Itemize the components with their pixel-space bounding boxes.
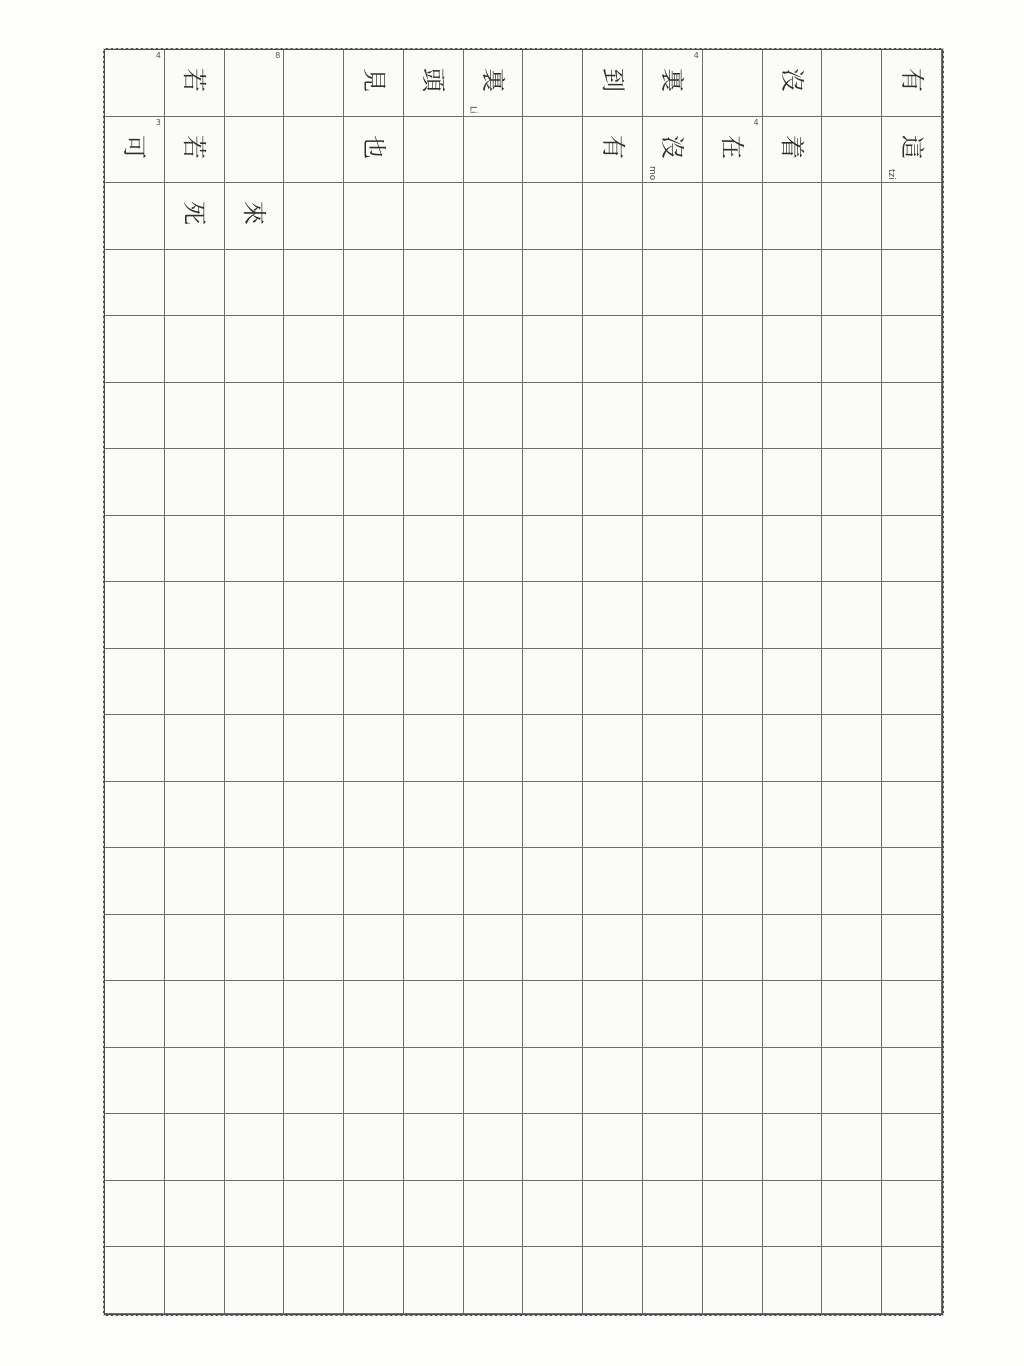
grid-cell <box>344 1114 404 1181</box>
grid-cell <box>882 782 942 849</box>
grid-cell <box>523 117 583 184</box>
grid-cell <box>284 981 344 1048</box>
grid-cell <box>583 649 643 716</box>
grid-cell <box>882 1114 942 1181</box>
character: 頭 <box>419 68 448 93</box>
grid-cell <box>284 915 344 982</box>
grid-cell <box>165 383 225 450</box>
grid-cell <box>464 449 524 516</box>
grid-cell <box>105 1181 165 1248</box>
grid-cell <box>583 981 643 1048</box>
grid-cell <box>225 316 285 383</box>
grid-cell <box>523 383 583 450</box>
grid-cell <box>703 848 763 915</box>
grid-cell <box>165 50 225 117</box>
grid-cell <box>523 516 583 583</box>
grid-cell <box>225 50 285 117</box>
grid-cell <box>284 1247 344 1314</box>
grid-cell <box>284 383 344 450</box>
grid-cell <box>822 649 882 716</box>
grid-cell <box>225 848 285 915</box>
grid-cell <box>703 1247 763 1314</box>
grid-cell <box>464 1181 524 1248</box>
grid-cell <box>464 383 524 450</box>
grid-cell <box>344 117 404 184</box>
grid-cell <box>344 981 404 1048</box>
character-grid <box>105 50 942 1314</box>
grid-cell <box>822 316 882 383</box>
grid-cell <box>643 1247 703 1314</box>
grid-cell <box>344 715 404 782</box>
tone-mark: 4 <box>155 51 161 60</box>
grid-cell <box>763 1247 823 1314</box>
grid-cell <box>404 183 464 250</box>
grid-cell <box>882 316 942 383</box>
grid-cell <box>643 1048 703 1115</box>
grid-cell <box>344 316 404 383</box>
grid-cell <box>882 183 942 250</box>
grid-cell <box>822 915 882 982</box>
grid-cell <box>882 1181 942 1248</box>
grid-cell <box>882 1247 942 1314</box>
grid-cell <box>763 1114 823 1181</box>
grid-cell <box>404 516 464 583</box>
grid-cell <box>464 117 524 184</box>
character: 着 <box>778 134 807 159</box>
grid-cell <box>404 981 464 1048</box>
grid-cell <box>225 582 285 649</box>
grid-cell <box>882 50 942 117</box>
grid-cell <box>822 848 882 915</box>
grid-cell <box>882 649 942 716</box>
tone-mark: 3 <box>155 117 161 127</box>
grid-cell <box>882 117 942 184</box>
grid-cell <box>165 715 225 782</box>
grid-cell <box>225 981 285 1048</box>
grid-cell <box>763 316 823 383</box>
character: 也 <box>359 134 388 159</box>
grid-cell <box>583 1247 643 1314</box>
grid-cell <box>225 1181 285 1248</box>
grid-cell <box>225 715 285 782</box>
grid-cell <box>763 782 823 849</box>
grid-cell <box>882 715 942 782</box>
character: 在 <box>718 134 747 159</box>
grid-cell <box>822 516 882 583</box>
grid-cell <box>464 1114 524 1181</box>
grid-cell <box>404 848 464 915</box>
character: 裏 <box>658 68 687 93</box>
grid-cell <box>882 848 942 915</box>
grid-cell <box>404 383 464 450</box>
grid-cell <box>583 782 643 849</box>
grid-cell <box>643 715 703 782</box>
character: 這 <box>897 134 926 159</box>
grid-cell <box>822 715 882 782</box>
grid-cell <box>583 915 643 982</box>
grid-cell <box>464 649 524 716</box>
grid-cell <box>105 316 165 383</box>
grid-cell <box>822 117 882 184</box>
grid-cell <box>165 1247 225 1314</box>
character: 若 <box>180 134 209 159</box>
grid-cell <box>583 1048 643 1115</box>
grid-cell <box>344 1048 404 1115</box>
grid-cell <box>344 183 404 250</box>
grid-cell <box>165 649 225 716</box>
grid-cell <box>404 50 464 117</box>
grid-cell <box>225 383 285 450</box>
grid-cell <box>523 250 583 317</box>
grid-cell <box>404 915 464 982</box>
grid-cell <box>822 1247 882 1314</box>
character: 沒 <box>658 134 687 159</box>
grid-cell <box>583 1114 643 1181</box>
grid-cell <box>523 1114 583 1181</box>
grid-cell <box>523 649 583 716</box>
grid-cell <box>523 1048 583 1115</box>
romanization: mo <box>647 165 658 181</box>
grid-cell <box>583 848 643 915</box>
grid-cell <box>763 981 823 1048</box>
grid-cell <box>225 649 285 716</box>
grid-cell <box>284 117 344 184</box>
grid-cell <box>763 715 823 782</box>
character: 死 <box>180 201 209 226</box>
grid-cell <box>822 1114 882 1181</box>
grid-cell <box>464 316 524 383</box>
grid-cell <box>523 582 583 649</box>
grid-cell <box>703 981 763 1048</box>
grid-cell <box>763 516 823 583</box>
tone-mark: 4 <box>753 117 759 127</box>
grid-cell <box>523 449 583 516</box>
grid-cell <box>703 1048 763 1115</box>
grid-cell <box>284 715 344 782</box>
tone-mark: 8 <box>275 51 281 60</box>
grid-cell <box>284 250 344 317</box>
grid-cell <box>523 316 583 383</box>
grid-cell <box>165 250 225 317</box>
grid-cell <box>583 1181 643 1248</box>
grid-cell <box>643 383 703 450</box>
grid-cell <box>822 449 882 516</box>
grid-cell <box>344 649 404 716</box>
tone-mark: 4 <box>693 51 699 60</box>
grid-cell <box>404 582 464 649</box>
grid-cell <box>165 1181 225 1248</box>
grid-cell <box>165 981 225 1048</box>
grid-cell <box>763 848 823 915</box>
grid-cell <box>105 848 165 915</box>
grid-cell <box>284 649 344 716</box>
grid-cell <box>404 1181 464 1248</box>
grid-cell <box>225 1247 285 1314</box>
grid-cell <box>763 50 823 117</box>
grid-cell <box>105 250 165 317</box>
grid-cell <box>703 383 763 450</box>
grid-cell <box>643 1114 703 1181</box>
grid-cell <box>643 316 703 383</box>
grid-cell <box>882 250 942 317</box>
grid-cell <box>643 582 703 649</box>
grid-cell <box>523 981 583 1048</box>
grid-cell <box>703 516 763 583</box>
grid-cell <box>523 183 583 250</box>
grid-cell <box>822 782 882 849</box>
grid-cell <box>763 582 823 649</box>
grid-cell <box>763 1181 823 1248</box>
grid-cell <box>822 582 882 649</box>
grid-cell <box>105 981 165 1048</box>
grid-cell <box>643 250 703 317</box>
grid-cell <box>643 981 703 1048</box>
grid-cell <box>165 782 225 849</box>
grid-cell <box>105 183 165 250</box>
grid-cell <box>464 1247 524 1314</box>
grid-cell <box>225 1114 285 1181</box>
grid-cell <box>703 1114 763 1181</box>
grid-cell <box>165 915 225 982</box>
grid-cell <box>105 516 165 583</box>
grid-cell <box>882 1048 942 1115</box>
grid-cell <box>284 582 344 649</box>
grid-cell <box>105 449 165 516</box>
grid-cell <box>344 449 404 516</box>
grid-cell <box>643 516 703 583</box>
grid-cell <box>643 649 703 716</box>
grid-cell <box>344 250 404 317</box>
grid-cell <box>165 1114 225 1181</box>
grid-cell <box>404 1048 464 1115</box>
grid-cell <box>703 250 763 317</box>
grid-cell <box>404 316 464 383</box>
grid-cell <box>165 183 225 250</box>
grid-cell <box>703 582 763 649</box>
grid-cell <box>225 1048 285 1115</box>
grid-cell <box>464 915 524 982</box>
grid-cell <box>105 1114 165 1181</box>
grid-cell <box>703 183 763 250</box>
grid-cell <box>703 316 763 383</box>
grid-cell <box>225 915 285 982</box>
grid-cell <box>583 582 643 649</box>
grid-cell <box>225 183 285 250</box>
character-grid-sheet <box>103 48 944 1316</box>
grid-cell <box>523 848 583 915</box>
grid-cell <box>105 117 165 184</box>
grid-cell <box>703 915 763 982</box>
grid-cell <box>404 649 464 716</box>
grid-cell <box>822 981 882 1048</box>
grid-cell <box>464 516 524 583</box>
grid-cell <box>284 848 344 915</box>
grid-cell <box>105 383 165 450</box>
grid-cell <box>165 449 225 516</box>
grid-cell <box>643 1181 703 1248</box>
grid-cell <box>404 250 464 317</box>
grid-cell <box>523 1181 583 1248</box>
grid-cell <box>344 383 404 450</box>
grid-cell <box>464 582 524 649</box>
grid-cell <box>284 1114 344 1181</box>
grid-cell <box>165 516 225 583</box>
grid-cell <box>583 50 643 117</box>
grid-cell <box>404 715 464 782</box>
grid-cell <box>404 449 464 516</box>
grid-cell <box>882 915 942 982</box>
grid-cell <box>344 915 404 982</box>
grid-cell <box>763 183 823 250</box>
grid-cell <box>703 649 763 716</box>
grid-cell <box>344 516 404 583</box>
grid-cell <box>523 715 583 782</box>
grid-cell <box>404 782 464 849</box>
grid-cell <box>763 117 823 184</box>
grid-cell <box>105 582 165 649</box>
grid-cell <box>464 715 524 782</box>
grid-cell <box>822 1048 882 1115</box>
character: 沒 <box>778 68 807 93</box>
grid-cell <box>225 516 285 583</box>
grid-cell <box>822 183 882 250</box>
grid-cell <box>284 50 344 117</box>
grid-cell <box>643 183 703 250</box>
grid-cell <box>105 1048 165 1115</box>
grid-cell <box>763 915 823 982</box>
grid-cell <box>583 449 643 516</box>
character: 裏 <box>479 68 508 93</box>
grid-cell <box>344 782 404 849</box>
grid-cell <box>105 649 165 716</box>
grid-cell <box>583 715 643 782</box>
grid-cell <box>225 117 285 184</box>
grid-cell <box>523 50 583 117</box>
grid-cell <box>105 1247 165 1314</box>
grid-cell <box>583 250 643 317</box>
grid-cell <box>763 449 823 516</box>
grid-cell <box>105 50 165 117</box>
grid-cell <box>643 117 703 184</box>
grid-cell <box>464 183 524 250</box>
romanization: tzi <box>886 169 897 181</box>
grid-cell <box>284 1048 344 1115</box>
grid-cell <box>703 715 763 782</box>
grid-cell <box>464 848 524 915</box>
grid-cell <box>703 50 763 117</box>
grid-cell <box>763 1048 823 1115</box>
character: 來 <box>239 201 268 226</box>
grid-cell <box>105 915 165 982</box>
grid-cell <box>703 1181 763 1248</box>
character: 有 <box>598 134 627 159</box>
grid-cell <box>344 1181 404 1248</box>
romanization: Li <box>467 106 478 114</box>
grid-cell <box>464 782 524 849</box>
grid-cell <box>523 782 583 849</box>
grid-cell <box>404 117 464 184</box>
grid-cell <box>703 117 763 184</box>
grid-cell <box>583 316 643 383</box>
grid-cell <box>284 183 344 250</box>
grid-cell <box>703 449 763 516</box>
grid-cell <box>882 383 942 450</box>
grid-cell <box>225 250 285 317</box>
grid-cell <box>643 782 703 849</box>
grid-cell <box>284 449 344 516</box>
grid-cell <box>643 449 703 516</box>
grid-cell <box>882 449 942 516</box>
grid-cell <box>523 1247 583 1314</box>
grid-cell <box>763 383 823 450</box>
grid-cell <box>344 1247 404 1314</box>
grid-cell <box>583 183 643 250</box>
grid-cell <box>344 848 404 915</box>
grid-cell <box>165 582 225 649</box>
grid-cell <box>643 848 703 915</box>
grid-cell <box>882 981 942 1048</box>
grid-cell <box>882 582 942 649</box>
character: 到 <box>598 68 627 93</box>
grid-cell <box>583 516 643 583</box>
grid-cell <box>583 383 643 450</box>
grid-cell <box>284 316 344 383</box>
grid-cell <box>165 1048 225 1115</box>
grid-cell <box>822 1181 882 1248</box>
grid-cell <box>882 516 942 583</box>
grid-cell <box>165 848 225 915</box>
grid-cell <box>822 250 882 317</box>
grid-cell <box>165 117 225 184</box>
grid-cell <box>225 449 285 516</box>
grid-cell <box>703 782 763 849</box>
character: 若 <box>180 68 209 93</box>
grid-cell <box>105 715 165 782</box>
grid-cell <box>464 50 524 117</box>
grid-cell <box>404 1114 464 1181</box>
grid-cell <box>284 1181 344 1248</box>
grid-cell <box>105 782 165 849</box>
character: 見 <box>359 68 388 93</box>
grid-cell <box>225 782 285 849</box>
grid-cell <box>404 1247 464 1314</box>
grid-cell <box>643 915 703 982</box>
grid-cell <box>284 516 344 583</box>
grid-cell <box>583 117 643 184</box>
grid-cell <box>822 50 882 117</box>
grid-cell <box>344 50 404 117</box>
grid-cell <box>523 915 583 982</box>
grid-cell <box>464 1048 524 1115</box>
grid-cell <box>464 250 524 317</box>
character: 有 <box>897 68 926 93</box>
grid-cell <box>763 649 823 716</box>
grid-cell <box>763 250 823 317</box>
grid-cell <box>344 582 404 649</box>
grid-cell <box>284 782 344 849</box>
grid-cell <box>822 383 882 450</box>
character: 可 <box>120 134 149 159</box>
grid-cell <box>165 316 225 383</box>
grid-cell <box>643 50 703 117</box>
grid-cell <box>464 981 524 1048</box>
